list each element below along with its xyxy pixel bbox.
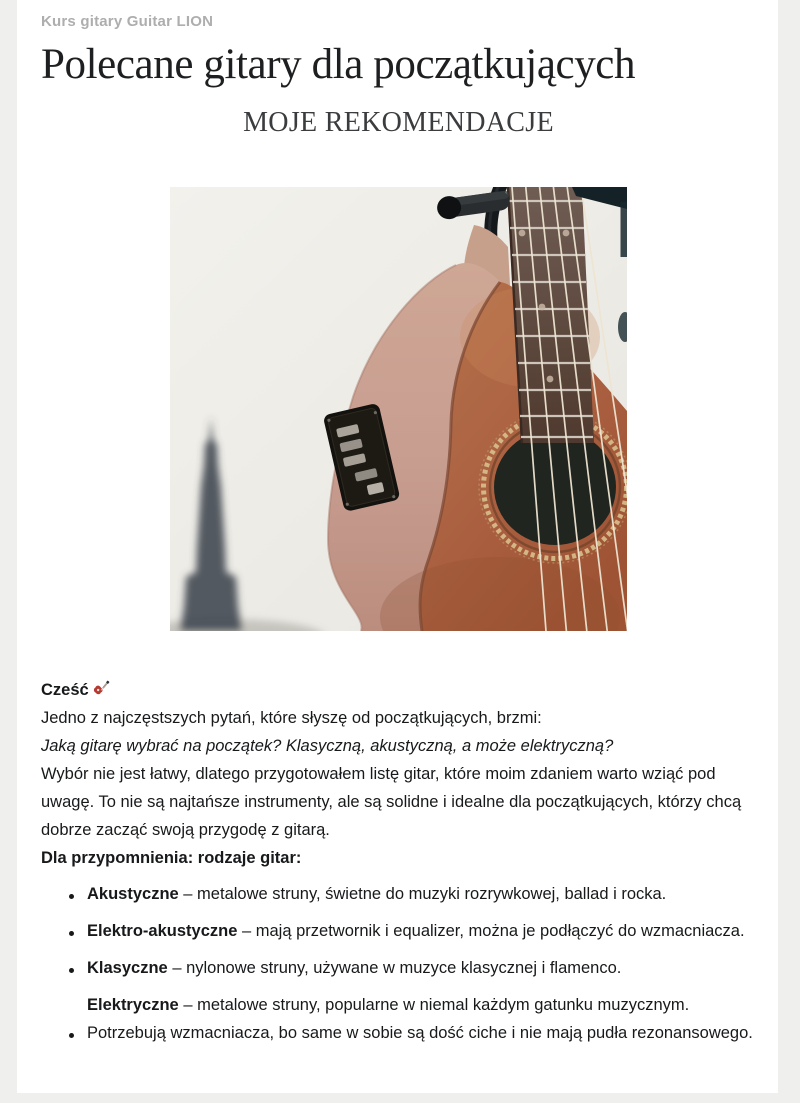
reminder-heading: Dla przypomnienia: rodzaje gitar: <box>41 849 302 868</box>
guitar-type-description: – nylonowe struny, używane w muzyce klasycznej i flamenco. <box>172 959 622 978</box>
bullet-icon <box>69 931 74 936</box>
guitar-type-description: – metalowe struny, świetne do muzyki rozrywkowej, ballad i rocka. <box>183 885 667 904</box>
list-item <box>87 917 756 945</box>
site-name-link[interactable]: Kurs gitary Guitar LION <box>41 13 214 30</box>
guitar-types-list <box>41 880 756 1047</box>
list-item <box>87 880 756 908</box>
guitar-type-description: – metalowe struny, popularne w niemal każdym gatunku muzycznym. Potrzebują wzmacniacza, bo same w sobie są dość ciche i nie mają pudła rezonansowego. <box>87 996 753 1043</box>
guitar-emoji-icon <box>93 679 112 698</box>
list-item <box>87 954 756 982</box>
guitar-type-name: Klasyczne <box>87 959 168 978</box>
guitar-neck <box>508 187 594 443</box>
list-item-text <box>87 996 753 1042</box>
greeting-text: Cześć <box>41 681 89 700</box>
guitar-type-name: Akustyczne <box>87 885 179 904</box>
article-body <box>41 676 756 1047</box>
list-item-text <box>87 885 666 903</box>
page-subtitle: MOJE REKOMENDACJE <box>243 106 554 138</box>
hero-guitar-photo <box>170 187 627 631</box>
page-title: Polecane gitary dla początkujących <box>41 41 636 88</box>
list-item-text <box>87 959 621 977</box>
list-item-text <box>87 922 745 940</box>
intro-paragraph: Wybór nie jest łatwy, dlatego przygotowałem listę gitar, które moim zdaniem warto wziąć pod uwagę. To nie są najtańsze instrumenty, ale są solidne i idealne dla początkujących, którzy chcą dobrze zacząć swoją przygodę z gitarą. <box>41 765 742 840</box>
bullet-icon <box>69 968 74 973</box>
guitar-type-name: Elektro-akustyczne <box>87 922 238 941</box>
guitar-type-description: – mają przetwornik i equalizer, można je podłączyć do wzmacniacza. <box>242 922 745 941</box>
list-item <box>87 991 756 1047</box>
guitar-type-name: Elektryczne <box>87 996 179 1015</box>
greeting-line <box>41 676 756 704</box>
bullet-icon <box>69 1033 74 1038</box>
question-line: Jaką gitarę wybrać na początek? Klasyczną, akustyczną, a może elektryczną? <box>41 737 614 756</box>
bullet-icon <box>69 894 74 899</box>
intro-line: Jedno z najczęstszych pytań, które słyszę od początkujących, brzmi: <box>41 709 542 728</box>
article-card <box>17 0 778 1093</box>
